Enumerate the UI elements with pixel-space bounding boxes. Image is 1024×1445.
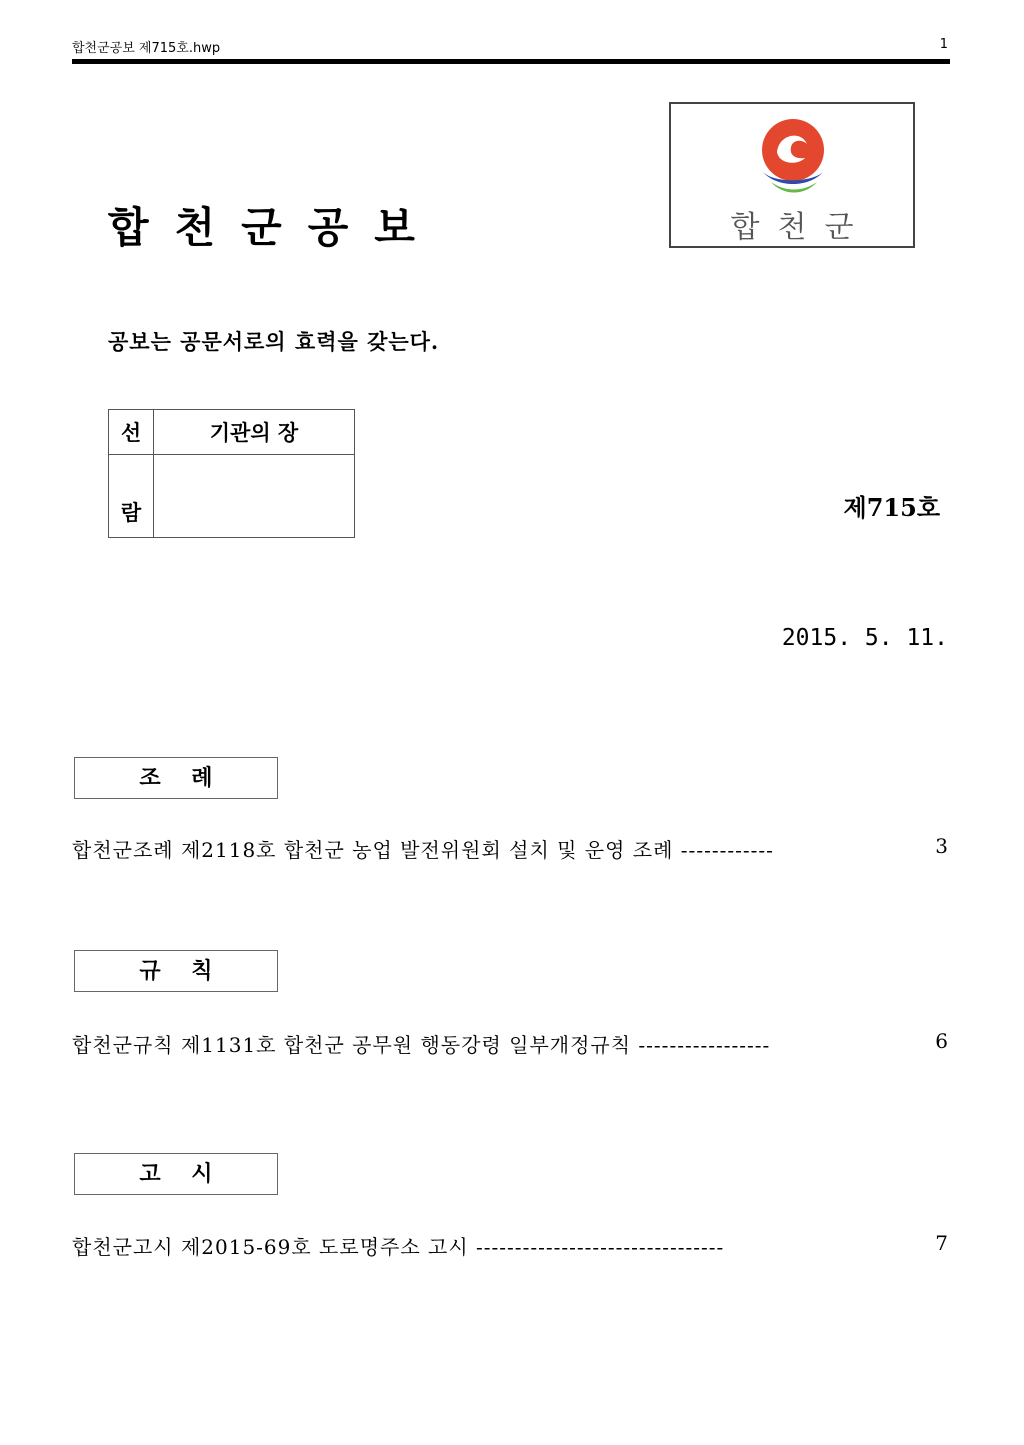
logo-box — [669, 102, 915, 248]
logo-text: 합천군 — [730, 210, 872, 245]
toc-entry-leader: ------------ — [680, 838, 774, 862]
toc-entry-title: 합천군조례 제2118호 합천군 농업 발전위원회 설치 및 운영 조례 — [72, 838, 681, 862]
issue-number: 제715호 — [843, 493, 940, 522]
hapcheon-emblem-icon — [755, 114, 831, 204]
review-side-top: 선 — [109, 410, 154, 455]
toc-entry[interactable] — [72, 1231, 948, 1260]
toc-entry[interactable] — [72, 1029, 948, 1058]
notice-text: 공보는 공문서로의 효력을 갖는다. — [108, 329, 440, 354]
issue-date: 2015. 5. 11. — [781, 625, 948, 651]
page-title: 합천군공보 — [108, 203, 441, 252]
toc-entry-page: 7 — [935, 1231, 948, 1255]
review-header: 기관의 장 — [154, 410, 355, 455]
header-file-name: 합천군공보 제715호.hwp — [72, 41, 221, 56]
section-label-notice: 고 시 — [74, 1153, 278, 1195]
toc-entry[interactable] — [72, 834, 948, 863]
header-page-number: 1 — [939, 37, 948, 52]
section-label-ordinance: 조 례 — [74, 757, 278, 799]
review-signature-cell — [154, 455, 355, 538]
toc-entry-title: 합천군규칙 제1131호 합천군 공무원 행동강령 일부개정규칙 — [72, 1033, 639, 1057]
header-rule — [72, 59, 950, 64]
toc-entry-leader: ----------------- — [638, 1033, 771, 1057]
toc-entry-page: 6 — [935, 1029, 948, 1053]
section-label-rule: 규 칙 — [74, 950, 278, 992]
toc-entry-leader: -------------------------------- — [476, 1235, 725, 1259]
review-side-bottom: 람 — [109, 455, 154, 538]
review-table — [108, 409, 355, 538]
toc-entry-page: 3 — [935, 834, 948, 858]
toc-entry-title: 합천군고시 제2015-69호 도로명주소 고시 — [72, 1235, 477, 1259]
